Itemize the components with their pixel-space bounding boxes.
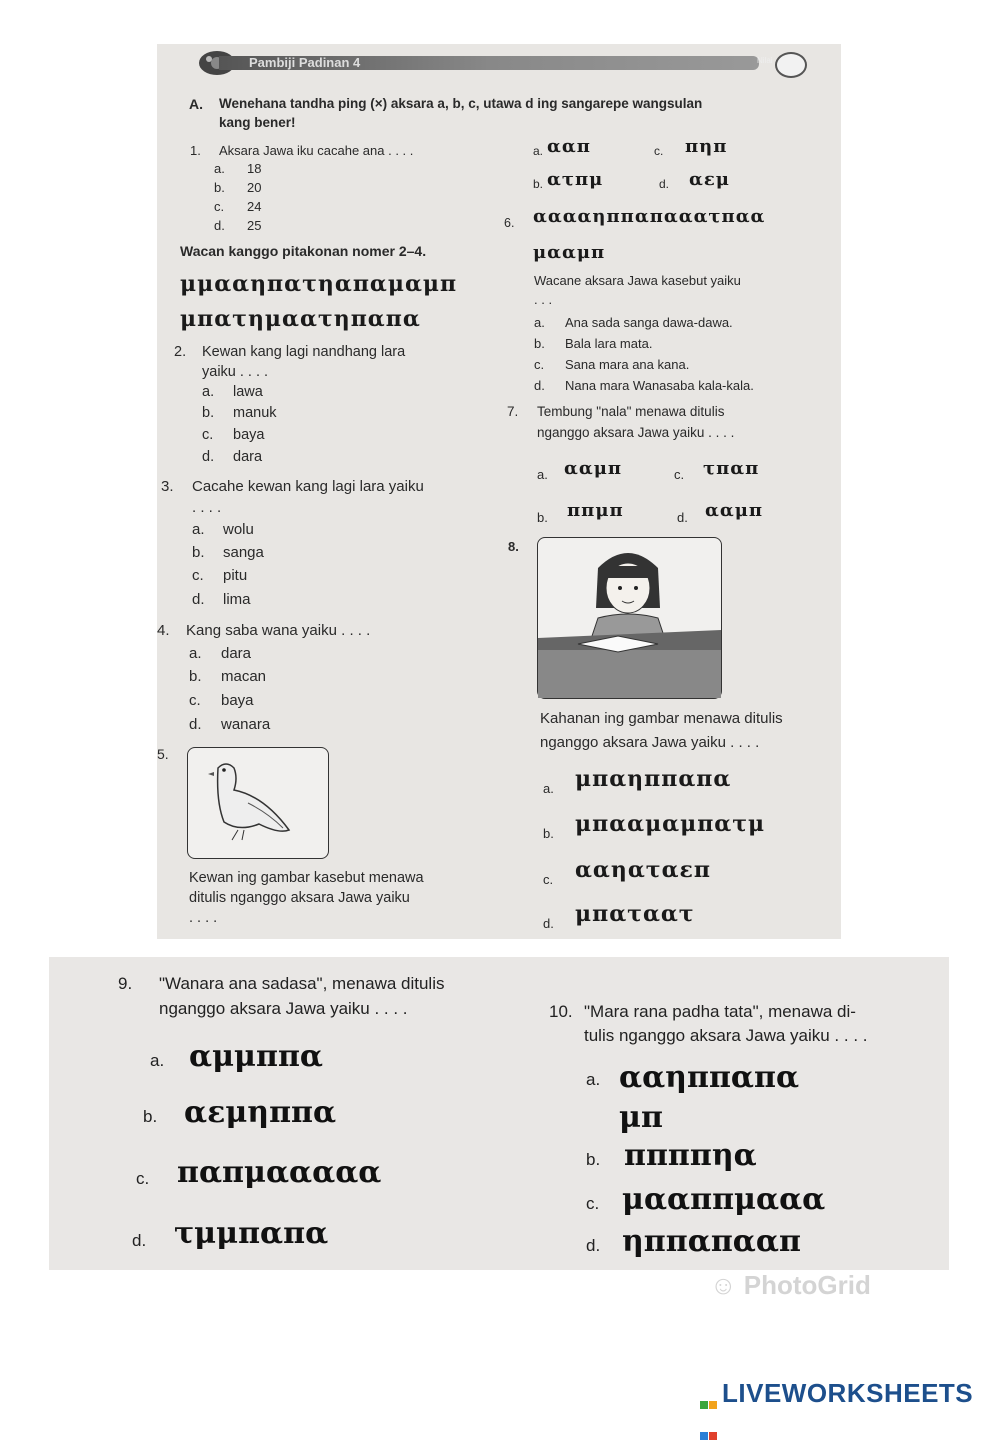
pigeon-image [187, 747, 329, 859]
q6-option-d-letter[interactable]: d. [534, 378, 545, 393]
q6-javanese-line-1: ααααηππαπααατπαα [533, 206, 766, 227]
q4-option-d-letter[interactable]: d. [189, 716, 202, 733]
q6-option-a[interactable]: Ana sada sanga dawa-dawa. [565, 315, 733, 330]
instruction-line-2: kang bener! [219, 115, 296, 130]
q8-option-a[interactable]: μπαηππαπα [575, 766, 732, 792]
q6-option-c[interactable]: Sana mara ana kana. [565, 357, 690, 372]
q8-text-1: Kahanan ing gambar menawa ditulis [540, 710, 783, 727]
q10-option-a[interactable]: ααηππαπα [619, 1060, 800, 1095]
liveworksheets-brand[interactable] [700, 1378, 973, 1409]
q1-option-c-letter[interactable]: c. [214, 199, 225, 214]
q1-option-d-letter[interactable]: d. [214, 218, 225, 233]
q2-option-a-letter[interactable]: a. [202, 384, 215, 400]
liveworksheets-logo-icon [700, 1386, 718, 1404]
q5-option-c[interactable]: πηπ [685, 136, 728, 157]
q4-option-c[interactable]: baya [221, 692, 254, 709]
photogrid-label: PhotoGrid [743, 1270, 871, 1300]
q2-option-c[interactable]: baya [233, 427, 265, 443]
q4-option-c-letter[interactable]: c. [189, 692, 201, 709]
q10-option-a-letter[interactable]: a. [586, 1070, 601, 1089]
q6-javanese-line-2: μααμπ [533, 242, 606, 263]
q2-text-1: Kewan kang lagi nandhang lara [202, 344, 406, 360]
q6-text-1: Wacane aksara Jawa kasebut yaiku [534, 273, 741, 288]
q9-option-b-letter[interactable]: b. [143, 1107, 158, 1126]
q6-text-2: . . . [534, 292, 553, 307]
q10-option-b[interactable]: ππππηα [624, 1138, 757, 1173]
q9-option-d-letter[interactable]: d. [132, 1231, 147, 1250]
reading-javanese-line-2: μπατημαατηπαπα [180, 306, 421, 332]
q10-number: 10. [549, 1002, 573, 1021]
q4-text: Kang saba wana yaiku . . . . [186, 622, 371, 639]
q2-option-d-letter[interactable]: d. [202, 449, 215, 465]
q5-option-c-letter[interactable]: c. [654, 144, 664, 158]
q8-option-d-letter[interactable]: d. [543, 916, 554, 931]
q4-option-b[interactable]: macan [221, 668, 267, 685]
q8-option-b-letter[interactable]: b. [543, 826, 554, 841]
q9-option-b[interactable]: αεμηππα [184, 1095, 337, 1130]
q7-text-2: nganggo aksara Jawa yaiku . . . . [537, 425, 735, 440]
q3-option-a[interactable]: wolu [223, 521, 254, 538]
q6-number: 6. [504, 216, 515, 230]
q9-option-c[interactable]: παπμααααα [177, 1155, 382, 1190]
q9-number: 9. [118, 974, 133, 993]
q10-option-c[interactable]: μααππμααα [622, 1182, 826, 1217]
q4-option-d[interactable]: wanara [221, 716, 271, 733]
q7-option-a-letter[interactable]: a. [537, 467, 548, 482]
nilai-label: Nilai [757, 56, 773, 65]
girl-reading-icon [538, 538, 721, 698]
q1-option-a-letter[interactable]: a. [214, 161, 225, 176]
q3-option-c[interactable]: pitu [223, 567, 248, 584]
girl-reading-image [537, 537, 722, 699]
q10-option-c-letter[interactable]: c. [586, 1194, 600, 1213]
q8-option-b[interactable]: μπααμαμπατμ [575, 811, 766, 837]
q4-number: 4. [157, 622, 170, 639]
q6-option-b[interactable]: Bala lara mata. [565, 336, 653, 351]
q9-option-a-letter[interactable]: a. [150, 1051, 165, 1070]
score-circle [775, 52, 807, 78]
q7-option-d-letter[interactable]: d. [677, 510, 688, 525]
q7-option-d[interactable]: ααμπ [705, 500, 764, 521]
q3-text-2: . . . . [192, 499, 222, 516]
q5-option-b-letter[interactable]: b. [533, 177, 544, 191]
q3-option-a-letter[interactable]: a. [192, 521, 205, 538]
q8-option-c-letter[interactable]: c. [543, 872, 554, 887]
q9-option-c-letter[interactable]: c. [136, 1169, 150, 1188]
q5-option-d[interactable]: αεμ [689, 169, 730, 190]
q5-number: 5. [157, 746, 169, 762]
q6-option-a-letter[interactable]: a. [534, 315, 545, 330]
q5-option-a-letter[interactable]: a. [533, 144, 544, 158]
brand-label: LIVEWORKSHEETS [722, 1378, 974, 1408]
q2-option-b-letter[interactable]: b. [202, 405, 215, 421]
q8-option-a-letter[interactable]: a. [543, 781, 554, 796]
q7-option-b-letter[interactable]: b. [537, 510, 548, 525]
q7-option-c-letter[interactable]: c. [674, 467, 685, 482]
q10-text-2: tulis nganggo aksara Jawa yaiku . . . . [584, 1026, 868, 1045]
q8-number: 8. [508, 539, 519, 554]
q7-option-a[interactable]: ααμπ [564, 458, 623, 479]
q2-text-2: yaiku . . . . [202, 364, 269, 380]
photogrid-logo-icon: ☺ [710, 1270, 737, 1300]
q7-option-b[interactable]: ππμπ [567, 500, 624, 521]
q6-option-c-letter[interactable]: c. [534, 357, 545, 372]
q3-option-d-letter[interactable]: d. [192, 591, 205, 608]
q3-number: 3. [161, 478, 174, 495]
q2-option-d[interactable]: dara [233, 449, 263, 465]
q6-option-d[interactable]: Nana mara Wanasaba kala-kala. [565, 378, 754, 393]
q1-number: 1. [190, 143, 201, 158]
q3-option-d[interactable]: lima [223, 591, 251, 608]
q2-number: 2. [174, 344, 187, 360]
q5-option-a[interactable]: ααπ [547, 136, 591, 157]
q9-option-d[interactable]: τμμπαπα [174, 1216, 329, 1251]
q4-option-a-letter[interactable]: a. [189, 645, 202, 662]
q5-option-b[interactable]: ατπμ [547, 169, 604, 190]
q7-option-c[interactable]: τπαπ [703, 458, 760, 479]
page-title: Pambiji Padinan 4 [249, 55, 361, 70]
photogrid-watermark [710, 1270, 871, 1301]
q8-option-c[interactable]: ααηαταεπ [575, 857, 711, 883]
q10-option-a-continued[interactable]: μπ [619, 1100, 663, 1135]
q9-text-2: nganggo aksara Jawa yaiku . . . . [159, 999, 408, 1018]
q1-option-d[interactable]: 25 [247, 218, 262, 233]
q1-option-b-letter[interactable]: b. [214, 180, 225, 195]
q3-option-b[interactable]: sanga [223, 544, 264, 561]
section-letter: A. [189, 96, 203, 112]
q1-option-a[interactable]: 18 [247, 161, 262, 176]
q9-option-a[interactable]: αμμππα [189, 1039, 324, 1074]
reading-javanese-line-1: μμααηπατηαπαμαμπ [180, 271, 458, 297]
q10-text-1: "Mara rana padha tata", menawa di- [584, 1002, 856, 1021]
reading-title: Wacan kanggo pitakonan nomer 2–4. [180, 243, 427, 259]
q8-text-2: nganggo aksara Jawa yaiku . . . . [540, 734, 760, 751]
q4-option-a[interactable]: dara [221, 645, 252, 662]
q7-number: 7. [507, 404, 519, 419]
q10-option-d-letter[interactable]: d. [586, 1236, 601, 1255]
q5-option-d-letter[interactable]: d. [659, 177, 670, 191]
q3-option-b-letter[interactable]: b. [192, 544, 205, 561]
q1-text: Aksara Jawa iku cacahe ana . . . . [219, 143, 414, 158]
worksheet-photo-top [157, 44, 841, 939]
worksheet-photo-bottom [49, 957, 949, 1270]
q9-text-1: "Wanara ana sadasa", menawa ditulis [159, 974, 445, 993]
q5-text-3: . . . . [189, 910, 218, 926]
q1-option-b[interactable]: 20 [247, 180, 262, 195]
q2-option-c-letter[interactable]: c. [202, 427, 214, 443]
q4-option-b-letter[interactable]: b. [189, 668, 202, 685]
q2-option-a[interactable]: lawa [233, 384, 263, 400]
q8-option-d[interactable]: μπαταατ [575, 901, 695, 927]
q7-text-1: Tembung "nala" menawa ditulis [537, 404, 725, 419]
q2-option-b[interactable]: manuk [233, 405, 277, 421]
instruction-line-1: Wenehana tandha ping (×) aksara a, b, c, utawa d ing sangarepe wangsulan [219, 96, 703, 111]
q5-text-1: Kewan ing gambar kasebut menawa [189, 870, 424, 886]
q6-option-b-letter[interactable]: b. [534, 336, 545, 351]
q10-option-d[interactable]: ηππαπααπ [622, 1224, 801, 1259]
q1-option-c[interactable]: 24 [247, 199, 262, 214]
pigeon-icon [188, 748, 328, 858]
header-banner [197, 50, 797, 76]
q5-text-2: ditulis nganggo aksara Jawa yaiku [189, 890, 410, 906]
q3-text-1: Cacahe kewan kang lagi lara yaiku [192, 478, 424, 495]
q10-option-b-letter[interactable]: b. [586, 1150, 601, 1169]
q3-option-c-letter[interactable]: c. [192, 567, 204, 584]
